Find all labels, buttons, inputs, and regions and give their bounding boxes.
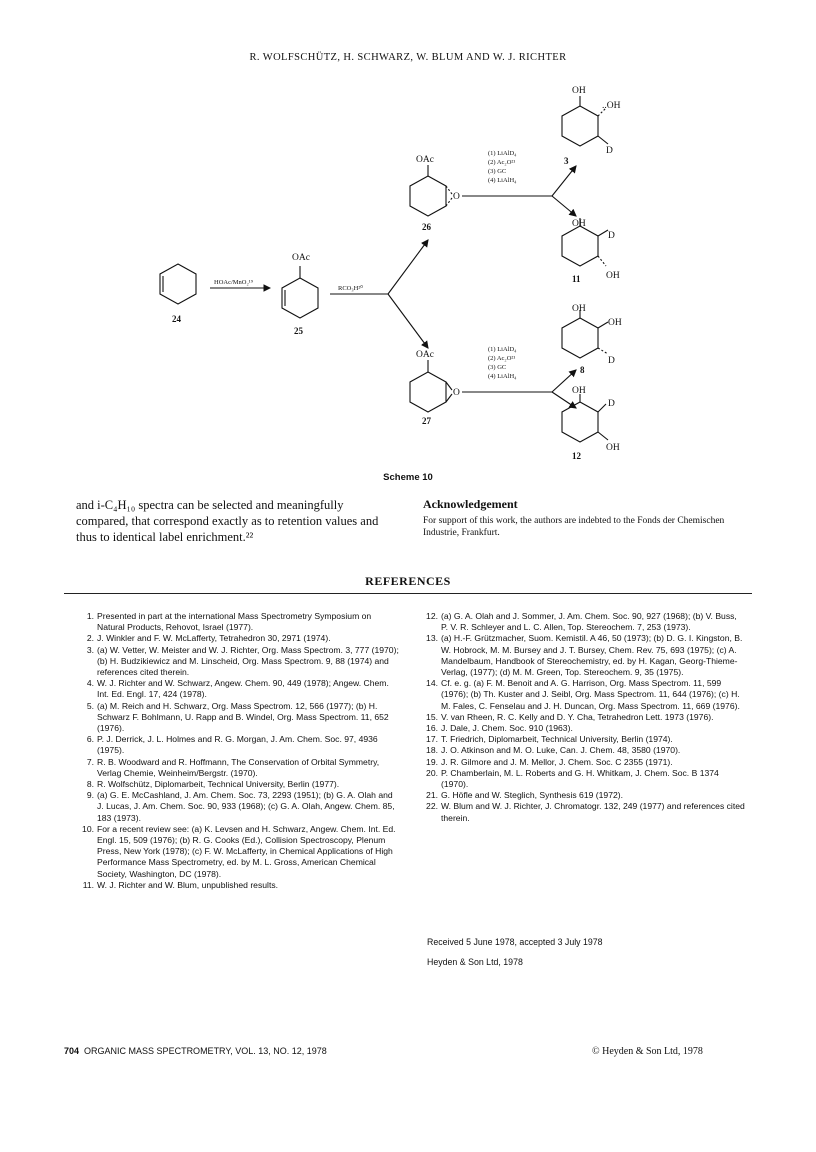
oh-label-3b: ..OH: [602, 101, 621, 111]
compound-number-3: 3: [564, 156, 569, 166]
reference-item: 14. Cf. e. g. (a) F. M. Benoit and A. G. Harrison, Org. Mass Spectrom. 11, 599 (1976); (b) Th. Kuster and J. Seibl, Org. Mass Spectrom. 11, 644 (1976); (c) H. M. Fales, C. Fenselau and J. H. Duncan, Org. Mass Spectrom. 11, 669 (1976).: [426, 678, 740, 711]
oac-label-27: OAc: [416, 350, 434, 360]
reference-item: 4. W. J. Richter and W. Schwarz, Angew. Chem. 90, 449 (1978); Angew. Chem. Int. Ed. Engl. 17, 424 (1978).: [86, 678, 389, 700]
running-header: R. WOLFSCHÜTZ, H. SCHWARZ, W. BLUM AND W. J. RICHTER: [249, 52, 567, 63]
arrow-to-26: [388, 240, 428, 294]
reference-item: 6. P. J. Derrick, J. L. Holmes and R. G. Morgan, J. Am. Chem. Soc. 97, 4936 (1975).: [86, 734, 378, 756]
lower-cond-2: (2) Ac₂O²¹: [488, 355, 516, 362]
reference-item: 18. J. O. Atkinson and M. O. Luke, Can. J. Chem. 48, 3580 (1970).: [426, 745, 681, 756]
upper-cond-4: (4) LiAlH₄: [488, 177, 517, 184]
body-paragraph: and i-C₄H₁₀ spectra can be selected and meaningfully compared, that correspond exactly as to retention values and thus to identical label enrichment.²²: [76, 498, 379, 544]
reference-item: 3. (a) W. Vetter, W. Meister and W. J. Richter, Org. Mass Spectrom. 3, 777 (1970); (b) H. Budzikiewicz and M. Linscheid, Org. Mass Spectrom. 9, 88 (1974) and references cited therein.: [86, 644, 399, 678]
oh-label-3a: OH: [572, 86, 586, 96]
oh-label-8b: OH: [608, 318, 622, 328]
upper-cond-1: (1) LiAlD₄: [488, 150, 517, 157]
page-number: 704: [64, 1046, 80, 1056]
reference-item: 17. T. Friedrich, Diplomarbeit, Technical University, Berlin (1974).: [426, 734, 673, 745]
reference-item: 5. (a) M. Reich and H. Schwarz, Org. Mass Spectrom. 12, 566 (1977); (b) H. Schwarz F. Bohlmann, U. Rapp and B. Windel, Org. Mass Spectrom. 11, 652 (1976).: [86, 700, 389, 734]
upper-cond-2: (2) Ac₂O²¹: [488, 159, 516, 166]
epoxide-o-26: O: [453, 192, 460, 202]
reference-item: 21. G. Höfle and W. Steglich, Synthesis 619 (1972).: [426, 790, 623, 801]
reference-item: 20. P. Chamberlain, M. L. Roberts and G. H. Whitkam, J. Chem. Soc. B 1374 (1970).: [426, 767, 719, 790]
reference-item: 2. J. Winkler and F. W. McLafferty, Tetrahedron 30, 2971 (1974).: [86, 633, 331, 644]
lower-cond-1: (1) LiAlD₄: [488, 346, 517, 353]
acknowledgement-text: For support of this work, the authors are indebted to the Fonds der Chemischen Industrie, Frankfurt.: [423, 516, 725, 538]
oh-label-12b: OH: [606, 443, 620, 453]
publisher-line: Heyden & Son Ltd, 1978: [427, 957, 523, 967]
d-label-11: D: [608, 231, 615, 241]
journal-citation: ORGANIC MASS SPECTROMETRY, VOL. 13, NO. 12, 1978: [84, 1046, 327, 1056]
upper-cond-3: (3) GC: [488, 168, 507, 175]
reagent-step1: HOAc/MnO₂¹⁹: [214, 279, 253, 286]
reference-item: 8. R. Wolfschütz, Diplomarbeit, Technical University, Berlin (1977).: [86, 779, 340, 790]
oh-label-8a: OH: [572, 304, 586, 314]
d-label-12: D: [608, 399, 615, 409]
references-rule: [64, 593, 752, 594]
oh-label-12a: OH: [572, 386, 586, 396]
reference-item: 1. Presented in part at the international Mass Spectrometry Symposium on Natural Products, Rehovot, Israel (1977).: [86, 611, 372, 633]
reagent-step2: RCO₃H²⁰: [338, 285, 363, 292]
d-label-8: D: [608, 356, 615, 366]
oac-label-25: OAc: [292, 253, 310, 263]
footer-journal: [64, 1046, 327, 1056]
reference-item: 11. W. J. Richter and W. Blum, unpublished results.: [82, 879, 279, 890]
reference-item: 16. J. Dale, J. Chem. Soc. 910 (1963).: [426, 723, 573, 734]
reference-item: 13. (a) H.-F. Grützmacher, Suom. Kemistil. A 46, 50 (1973); (b) D. G. I. Kingston, B. W. Hobrock, M. M. Bursey and J. T. Bursey, Chem. Rev. 75, 693 (1975); (c) A. Mandelbaum, Handbook of Stereochemistry, ed. by H. Kagan, Georg-Thieme-Verlag, (1977); (d) M. M. Green, Top. Stereochem. 9, 35 (1975).: [426, 633, 743, 678]
oh-label-11b: OH: [606, 271, 620, 281]
compound-25-structure: [282, 266, 318, 318]
compound-number-24: 24: [172, 314, 181, 324]
received-date: Received 5 June 1978, accepted 3 July 1978: [427, 937, 603, 947]
scheme-caption: Scheme 10: [383, 472, 433, 483]
compound-12-structure: [562, 394, 608, 442]
lower-cond-4: (4) LiAlH₄: [488, 373, 517, 380]
compound-number-12: 12: [572, 451, 581, 461]
reference-item: 10. For a recent review see: (a) K. Levsen and H. Schwarz, Angew. Chem. Int. Ed. Engl. 15, 509 (1976); (b) R. G. Cooks (Ed.), Collision Spectroscopy, Plenum Press, New York (1978); (c) F. W. McLafferty, in Chemical Applications of High Performance Mass Spectrometry, ed. by M. L. Gross, American Chemical Society, Washington, DC (1978).: [82, 823, 396, 879]
oac-label-26: OAc: [416, 155, 434, 165]
reaction-scheme: [140, 78, 660, 470]
references-title: REFERENCES: [365, 574, 451, 588]
lower-cond-3: (3) GC: [488, 364, 507, 371]
compound-8-structure: [562, 310, 608, 358]
compound-number-25: 25: [294, 326, 303, 336]
reference-item: 15. V. van Rheen, R. C. Kelly and D. Y. Cha, Tetrahedron Lett. 1973 (1976).: [426, 711, 714, 722]
compound-24-structure: [160, 264, 196, 304]
compound-26-structure: [410, 165, 452, 216]
references-left-column: [80, 611, 400, 891]
compound-27-structure: [410, 360, 452, 412]
references-right-column: [424, 611, 746, 824]
footer-copyright: © Heyden & Son Ltd, 1978: [592, 1046, 703, 1057]
reference-item: 9. (a) G. E. McCashland, J. Am. Chem. Soc. 73, 2293 (1951); (b) G. A. Olah and J. Lucas, J. Am. Chem. Soc. 90, 933 (1968); (c) G. A. Olah, Angew. Chem. 85, 183 (1973).: [86, 790, 395, 823]
epoxide-o-27: O: [453, 388, 460, 398]
arrow-to-11: [552, 196, 576, 216]
reference-item: 19. J. R. Gilmore and J. M. Mellor, J. Chem. Soc. C 2355 (1971).: [426, 756, 673, 767]
compound-number-26: 26: [422, 222, 431, 232]
compound-number-11: 11: [572, 274, 581, 284]
compound-number-27: 27: [422, 416, 431, 426]
acknowledgement-title: Acknowledgement: [423, 497, 518, 511]
d-label-3: D: [606, 146, 613, 156]
reference-item: 12. (a) G. A. Olah and J. Sommer, J. Am. Chem. Soc. 90, 927 (1968); (b) V. Buss, P. V. R. Schleyer and L. C. Allen, Top. Stereochem. 7, 253 (1973).: [426, 611, 737, 633]
reference-item: 22. W. Blum and W. J. Richter, J. Chromatogr. 132, 249 (1977) and references cited therein.: [426, 801, 745, 823]
arrow-to-27: [388, 294, 428, 348]
oh-label-11a: OH: [572, 219, 586, 229]
reference-item: 7. R. B. Woodward and R. Hoffmann, The Conservation of Orbital Symmetry, Verlag Chemie, Weinheim/Bergstr. (1970).: [86, 756, 380, 778]
arrow-to-3: [552, 166, 576, 196]
compound-number-8: 8: [580, 365, 585, 375]
